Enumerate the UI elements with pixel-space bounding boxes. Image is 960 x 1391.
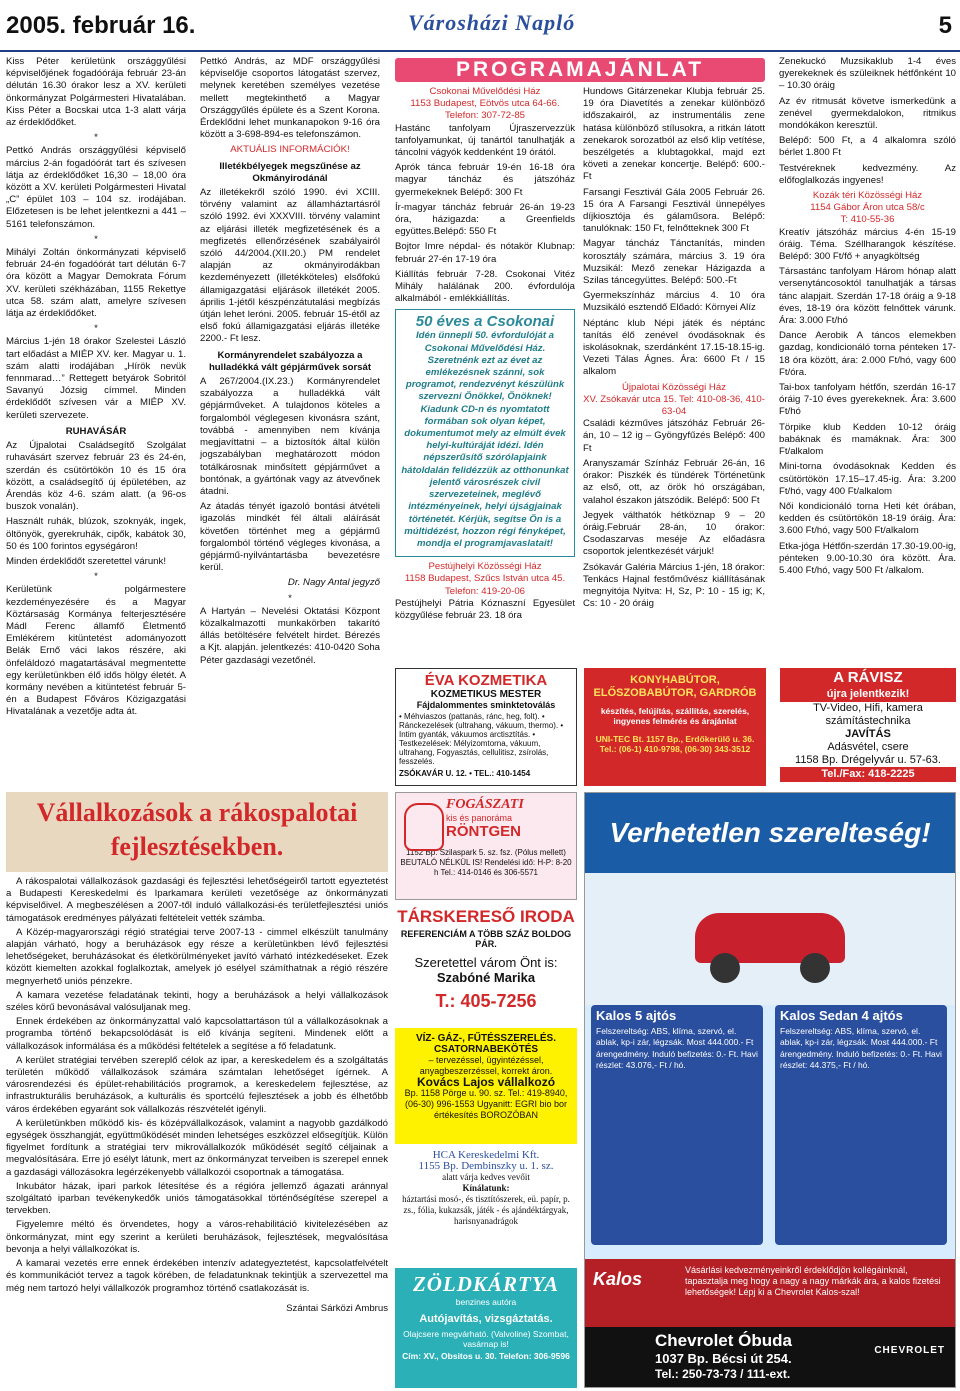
section-heading: Kormányrendelet szabályozza a hulladékká vált gépjárművek sorsát xyxy=(208,349,372,373)
paragraph: Magyar táncház Tánctanítás, minden korosztály számára, március 3. 19 óra Muzsikál: Mező zenekar Házigazda a Szilas táncegyüttes. Belépő: 500.-Ft xyxy=(583,238,765,287)
dealer-phone: Tel.: 250-73-73 / 111-ext. xyxy=(655,1367,791,1381)
zoldkartya-s3: Cím: XV., Obsitos u. 30. Telefon: 306-9596 xyxy=(402,1351,570,1361)
paragraph: Minden érdeklődőt szeretettel várunk! xyxy=(6,555,166,567)
paragraph: Pestújhelyi Pátria Kóznaszní Egyesület közgyűlése február 23. 18 óra xyxy=(395,597,575,621)
article-paragraph: A rákospalotai vállalkozások gazdasági és fejlesztési lehetőségeiről tartott egyeztetést a Budapesti Kereskedelmi és Iparkamara kerületi vezetősége az önkormányzati képviselőivel. A megbeszélésen a 2007-től induló vállalkozási-és területfejlesztési uniós támogatások eredményes pályázati feltételeit vették számba. xyxy=(6,876,388,924)
paragraph: A Hartyán – Nevelési Oktatási Központ közalkalmazotti munkakörben takarító állás betöltésére felvételt hirdet. Bérezés a Kjt. alapján. jelentkezés: 410-0420 Soha Péter gazdasági vezetőnél. xyxy=(200,605,380,666)
separator: * xyxy=(94,323,98,335)
article-headline: Vállalkozások a rákospalotai fejlesztésekben. xyxy=(6,792,388,872)
kalos-text: Vásárlási kedvezményeinkről érdeklődjön kollégáinknál, tapasztalja meg hogy a nagy a nagy márkák ára, a kalos fizetési lehetőségek! Lépj ki a Chevrolet Kalos-szal! xyxy=(685,1265,941,1297)
paragraph: Pestújhelyi Közösségi Ház xyxy=(428,561,542,573)
section-heading: RUHAVÁSÁR xyxy=(65,425,127,437)
tarskereso-phone: T.: 405-7256 xyxy=(435,991,537,1011)
eva-subtitle: KOZMETIKUS MESTER xyxy=(430,689,542,700)
masthead xyxy=(0,0,960,52)
paragraph: Az Újpalotai Családsegítő Szolgálat ruhavásárt szervez február 23 és 24-én, szerdán és csütörtökön 10 és 15 óra között, a családsegítő új épületében, az Árendás köz 4-6. szám alatt. (a 96-os buszok vonalán). xyxy=(6,440,186,513)
eva-kozmetika-ad xyxy=(395,668,577,786)
offer-kalos-sedan xyxy=(775,1005,947,1245)
eva-services: • Méhviaszos (pattanás, ránc, heg, folt). • Ránckezelések (ultrahang, vákuum, thermo). • Intim gyanták, vákuumos arctisztítás. • Testkezelések: Mélyizomtorna, vákuum, ultrahang, Fogyasztás, cellulitisz, zsírolás, fesszelés. xyxy=(399,712,564,766)
kalos-brand: Kalos xyxy=(593,1269,643,1289)
ravisz-line3: JAVÍTÁS xyxy=(845,728,891,740)
page-number: 5 xyxy=(938,12,952,39)
konyhabutor-services: készítés, felújítás, szállítás, szerelés, ingyenes felmérés és árajánlat xyxy=(600,706,750,726)
paragraph: Március 1-jén 18 órakor Szelestei László tart előadást a MIÉP XV. ker. Magyar u. 1. szám alatti irodájában „Hírök nevük fennmarad…” Rettegett betyárok Sobritól Savanyú Józsig címmel. Minden érdeklődőt szívesen vár a MIÉP XV. kerületi szervezete. xyxy=(6,336,186,421)
offer-kalos-5 xyxy=(591,1005,763,1245)
viz-gaz-ad xyxy=(395,1028,577,1144)
paragraph: Törpike klub Kedden 10-12 óráig babáknak és mamáknak. Ára: 300 Ft/alkalom xyxy=(779,421,956,458)
fogaszati-rontgen: RÖNTGEN xyxy=(446,823,521,840)
paragraph: Belépő: 500 Ft, a 4 alkalomra szóló bérlet 1.800 Ft xyxy=(779,135,956,159)
chevrolet-dealer-strip xyxy=(585,1259,955,1387)
paragraph: Kerületünk polgármestere kezdeményezésére és a Magyar Köztársaság Kormánya felterjesztésére Mádl Ferenc államfő Életmentő Emlékérem kitüntetést adományozott Belák Ernő váci lakos részére, aki önfeláldozó magatartásával megmentette egy kerületünkben élő idős hölgy életét. A kormány nevében a kitüntetést február 5-én a Budapest Főváros Közigazgatási Hivatalának a vezetője adta át. xyxy=(6,584,186,718)
fogaszati-rontgen-ad xyxy=(395,792,577,900)
paragraph: Testvéreknek kedvezmény. Az előfoglalkozás ingyenes! xyxy=(779,162,956,186)
tarskereso-subtitle: REFERENCIÁM A TÖBB SZÁZ BOLDOG PÁR. xyxy=(400,929,572,949)
separator: * xyxy=(94,233,98,245)
eva-title: ÉVA KOZMETIKA xyxy=(424,672,548,689)
offers xyxy=(591,1005,949,1253)
paragraph: Aranyszamár Színház Február 26-án, 16 órakor: Piszkék és tündérek Történetünk az első, ott, az örök hó országában, valahol északon játszódik. Belépő: 500 Ft xyxy=(583,457,765,506)
newspaper-logo: Városházi Napló xyxy=(408,10,576,35)
ravisz-line2: számítástechnika xyxy=(825,715,911,727)
paragraph: Pettkó András országgyűlési képviselő március 2-án fogadóórát tart és szívesen látja az érdeklődőket 16,30 – 18,00 óra között a XV. kerületi Polgármesteri Hivatal „C” épület 103 – 104 sz. irodájában. Előzetesen is be lehet jelentkezni a 441 – 5161 telefonszámon. xyxy=(6,145,186,230)
paragraph: Hastánc tanfolyam Újraszervezzük tanfolyamunkat, új tanártól tanulhatják a táncolni vágyók keddenként 19 órától. xyxy=(395,122,575,159)
hca-title: HCA Kereskedelmi Kft. xyxy=(432,1150,540,1161)
paragraph: A 267/2004.(IX.23.) Kormányrendelet szabályozza a hulladékká vált gépjárműveket. A tulajdonos köteles a forgalomból véglegesen kivonásra szánt, továbbá - amennyiben nem kívánja megjavíttatni – a biztosítók által külön jogszabályban meghatározott módon totálkárosnak minősített gépjárművet a bontónak, a gyártónak vagy az átvevőnek átadni. xyxy=(200,376,380,497)
zoldkartya-s1: Autójavítás, vizsgáztatás. xyxy=(419,1313,553,1325)
article-paragraph: A Közép-magyarországi régió stratégiai terve 2007-13 - cimmel elkészült tanulmány alapján várható, hogy a beruházások egy része a kerületünkben lévő fejlesztési lehetőségeket, beruházásokat és életkörülményeket javító várható intézkedéseket. Ezek között kiemelten azokkal foglalkoztak, amelyek jó esélyel számíthatnak a régió részére megnyerhető uniós pénzekre. xyxy=(6,926,388,987)
paragraph: T: 410-55-36 xyxy=(840,214,895,226)
viz-title: VÍZ- GÁZ-, FŰTÉSSZERELÉS. CSATORNABEKÖTÉS xyxy=(415,1033,556,1055)
offer-text: Felszereltség: ABS, klíma, szervó, el. ablak, kp-i zár, légzsák. Most 444.000.- Ft árengedmény. Induló befizetés: 0.- Ft. Havi részlet: 44.375,- Ft / hó. xyxy=(780,1025,942,1070)
hca-address: 1155 Bp. Dembinszky u. 1. sz. xyxy=(418,1160,554,1172)
ravisz-title: A RÁVISZ xyxy=(780,668,956,687)
paragraph: Telefon: 307-72-85 xyxy=(444,110,525,122)
article-paragraph: Inkubátor házak, ipari parkok létesítése és a régióra jellemző ágazati aránnyal szolgáltató iparban tevékenykedők uniós támogatásokkal történőségítése szerepel a tervekben. xyxy=(6,1180,388,1217)
column-5 xyxy=(779,56,956,580)
paragraph: Aprók tánca február 19-én 16-18 óra magyar táncház és játszóház gyermekeknek Belépő: 300 Ft xyxy=(395,162,575,198)
vallalkozasok-article xyxy=(6,792,388,1382)
dealer-name: Chevrolet Óbuda xyxy=(655,1331,792,1350)
dealer-info xyxy=(585,1327,955,1387)
offer-title: Kalos Sedan 4 ajtós xyxy=(780,1008,903,1023)
wheel-icon xyxy=(710,953,740,983)
paragraph: XV. Zsókavár utca 15. Tel: 410-08-36, 410-63-04 xyxy=(583,393,765,418)
paragraph: Ír-magyar táncház február 26-án 19-23 óra, házigazda: a Greenfields együttes.Belépő: 550 Ft xyxy=(395,201,575,238)
ravisz-line4: Adásvétel, csere xyxy=(827,741,909,753)
paragraph: AKTUÁLIS INFORMÁCIÓK! xyxy=(230,144,350,156)
zoldkartya-s2: Olajcsere megvárható. (Valvoline) Szombat, vasárnap is! xyxy=(403,1329,569,1349)
paragraph: Női kondicionáló torna Heti két órában, kedden és csütörtökön 18-19 óráig. Ára: 3.600 Ft/hó, vagy 500 Ft/alkalom xyxy=(779,500,956,537)
offer-title: Kalos 5 ajtós xyxy=(596,1008,677,1023)
hca-line: alatt várja kedves vevőit xyxy=(442,1172,530,1182)
paragraph: 1153 Budapest, Eötvös utca 64-66. xyxy=(410,98,560,110)
article-paragraph: Ennek érdekében az önkormányzattal való kapcsolattartáson túl a vállalkozásoknak a programba történő bekapcsolódását is elő kívánja segíteni. Mindenek előtt a vállalkozások informálása és a működési feltételek a segítése a fő feladatunk. xyxy=(6,1016,388,1052)
hca-ad xyxy=(395,1150,577,1262)
paragraph: Dance Aerobik A táncos elemekben gazdag, kondicionáló torna pénteken 17-18 óra között, ára: 2.000 Ft/hó, vagy 600 Ft/óra. xyxy=(779,330,956,378)
csokonai-title: 50 éves a Csokonai xyxy=(415,313,555,331)
paragraph: Telefon: 419-20-06 xyxy=(444,585,525,597)
zoldkartya-s0: benzines autóra xyxy=(455,1297,517,1307)
paragraph: Újpalotai Közösségi Ház xyxy=(622,381,726,393)
tarskereso-name: Szabóné Marika xyxy=(436,970,536,985)
issue-date: 2005. február 16. xyxy=(6,12,196,39)
section-heading: Illetékbélyegek megszűnése az Okmányirodánál xyxy=(219,160,361,184)
column-1 xyxy=(6,56,186,722)
paragraph: 1158 Budapest, Szűcs István utca 45. xyxy=(404,573,566,585)
article-paragraph: A kamara vezetése feladatának tekinti, hogy a beruházások a helyi vállalkozások széles körű bevonásával valósuljanak meg. xyxy=(6,989,388,1014)
eva-address: ZSÓKAVÁR U. 12. • TEL.: 410-1454 xyxy=(399,769,531,778)
paragraph: Gyermekszínház március 4. 10 óra Muzsikáló esztendő Előadó: Környei Alíz xyxy=(583,290,765,314)
paragraph: Az átadás tényét igazoló bontási átvételi igazolás mindkét fél általi aláírását követően történhet meg a gépjármű forgalomból történő végleges kivonása, a gépjármű-nyilvántartásba bevezetésre kerül. xyxy=(200,501,380,574)
ravisz-subtitle: újra jelentkezik! xyxy=(780,687,956,702)
paragraph: Kozák téri Közösségi Ház xyxy=(812,190,923,202)
article-paragraph: Figyelemre méltó és örvendetes, hogy a város-rehabilitáció kivitelezésében az önkormányzat, mint egy szerint a kerületi beruházások, fejlesztések, megvalósítása bevonja a helyi vállalkozókat is. xyxy=(6,1219,388,1255)
ravisz-line5: 1158 Bp. Drégelyvár u. 57-63. xyxy=(795,754,941,766)
ravisz-ad xyxy=(780,668,956,783)
viz-address: Bp. 1158 Pörge u. 90. sz. Tel.: 419-8940, (06-30) 996-1553 Ugyanitt: EGRI bio bor értékesítés BOROZÓBAN xyxy=(404,1088,568,1120)
zoldkartya-title: ZÖLDKÁRTYA xyxy=(412,1272,560,1296)
paragraph: Néptánc klub Népi játék és néptánc tanítás élő zenével óvodásoknak és iskolásoknak, szerdánként 17.15-18.15-ig. Vezeti Tálas Ágnes. Ára: 6600 Ft / 15 alkalom xyxy=(583,317,765,378)
paragraph: Az illetékekről szóló 1990. évi XCIII. törvény valamint az államháztartásról szóló 1992. évi XXXVIII. törvény valamint az eljárási illeték megfizetésének és a megfizetés ellenőrzésének szabályairól szóló 44/2004.(XII.20.) PM rendelet alapján az okmányirodákban kezdeményezett (illetékköteles) elsőfokú államigazgatási eljárások illetékét 2005. április 1-jétől készpénzátutalási megbízás útján lehet leróni. 2005. február 15-étől az első fokú államigazgatási eljárás illetéke 2200.- Ft lesz. xyxy=(200,187,380,345)
dealer-address: 1037 Bp. Bécsi út 254. xyxy=(655,1351,792,1366)
fogaszati-subtitle: kis és panoráma xyxy=(446,813,513,823)
konyhabutor-title: KONYHABÚTOR, ELŐSZOBABÚTOR, GARDRÓB xyxy=(593,674,757,699)
car-image xyxy=(585,873,955,1005)
viz-text: – tervezéssel, ügyintézéssel, anyagbeszerzéssel, korrekt áron. xyxy=(419,1055,553,1076)
paragraph: Családi kézműves játszóház Február 26-án, 10 – 12 ig – Gyöngyfűzés Belépő: 400 Ft xyxy=(583,418,765,454)
paragraph: Az év ritmusát követve ismerkedünk a zenével gyermekdalokon, ritmikus mondókákon keresztül. xyxy=(779,95,956,132)
separator: * xyxy=(94,571,98,583)
paragraph: Kiállítás február 7-28. Csokonai Vitéz Mihály halálának 200. évfordulója alkalmából - emlékkiállítás. xyxy=(395,268,575,305)
paragraph: Csokonai Művelődési Ház xyxy=(429,86,541,97)
tarskereso-ad xyxy=(395,903,577,1025)
separator: * xyxy=(288,592,292,604)
paragraph: Használt ruhák, blúzok, szoknyák, ingek, öltönyök, gyerekruhák, cipők, kabátok 30, 50 és 100 forintos egységáron! xyxy=(6,516,186,552)
viz-company: Kovács Lajos vállalkozó xyxy=(416,1075,556,1089)
chevrolet-logo: CHEVROLET xyxy=(874,1345,945,1356)
paragraph: Zsókavár Galéria Március 1-jén, 18 órakor: Tenkács Hajnal festőművész kiállításának megnyitója Nyitva: H, Sz, P: 10 - 15 ig; K, Cs: 10 - 20 óráig xyxy=(583,561,765,610)
ravisz-phone: Tel./Fax: 418-2225 xyxy=(780,767,956,782)
programajanlat-header: PROGRAMAJÁNLAT xyxy=(395,58,765,82)
article-paragraph: A kamarai vezetés erre ennek érdekében intenzív adategyeztetést, kapcsolatfelvételt és kommunikációt tervez a tagok körében, de feladatunknak tekintjük a szervezettel ma még nem tartozó helyi vállalkozók programhoz történő csatlakozását is. xyxy=(6,1258,388,1294)
paragraph: Mihályi Zoltán önkormányzati képviselő február 24-én fogadóórát tart délután 6-7 óra között a Magyar Demokrata Fórum XV. kerületi székházában, 1155 Rekettye utca 58. szám alatt, amelyre szívesen látja az érdeklődőket. xyxy=(6,247,186,320)
paragraph: Tai-box tanfolyam hétfőn, szerdán 16-17 óráig 7-10 éves gyerekeknek. Ára: 3.600 Ft/hó xyxy=(779,382,956,418)
paragraph: Hundows Gitárzenekar Klubja február 25. 19 óra Diavetítés a zenekar különböző időszakairól, az instrumentális zene hatása különböző stílusokra, a ritkán látott zenekarok sorozatból az első klip vetítése, beszélgetés a klubtagokkal, majd ezt követi a zenekar koncertje. Belépő: 600.-Ft xyxy=(583,86,765,183)
paragraph: Farsangi Fesztivál Gála 2005 Február 26. 15 óra A Farsangi Fesztivál ünnepélyes díjkiosztója és gálaműsora. Belépő: tanulóknak: 150 Ft, felnőtteknek 300 Ft xyxy=(583,186,765,235)
paragraph: Mini-torna óvodásoknak Kedden és csütörtökön 17.15–17.45-ig. Ára: 3.200 Ft/hó, vagy 400 Ft/alkalom xyxy=(779,461,956,497)
chevrolet-headline: Verhetetlen szerelteség! xyxy=(585,793,955,873)
paragraph: Társastánc tanfolyam Három hónap alatt versenytáncosoktól tanulhatják a társas tánc alapjait. Szerdán 17-18 óráig a 9-18 éves, 18-19 óra között felnőttek várunk. Ára: 3.000 Ft/hó xyxy=(779,266,956,327)
chevrolet-ad xyxy=(584,792,956,1388)
paragraph: Etka-jóga Hétfőn-szerdán 17.30-19.00-ig, pénteken 9.00-10.30 óra között. Ára. 5.400 Ft/hó, vagy 500 Ft /alkalom. xyxy=(779,540,956,576)
fogaszati-info: 1152 Bp. Szilaspark 5. sz. fsz. (Pólus mellett) BEUTALÓ NÉLKÜL IS! Rendelési idő: H-P: 8-20 h Tel.: 414-0146 és 306-5571 xyxy=(400,848,572,877)
tarskereso-title: TÁRSKERESŐ IRODA xyxy=(397,907,575,926)
separator: * xyxy=(94,132,98,144)
article-signature: Szántai Sárközi Ambrus xyxy=(286,1302,388,1314)
wheel-icon xyxy=(800,953,830,983)
column-2 xyxy=(200,56,380,670)
tooth-icon xyxy=(404,803,444,851)
paragraph: Jegyek válthatók hétköznap 9 – 20 óráig.Február 28-án, 10 órakor: Csodaszarvas meséje Az előadásra csoportok jelentkezését várjuk! xyxy=(583,509,765,558)
paragraph: Bojtor Imre népdal- és nótakör Klubnap: február 27-én 17-19 óra xyxy=(395,241,575,265)
konyhabutor-address: UNI-TEC Bt. 1157 Bp., Erdőkerülő u. 36. Tel.: (06-1) 410-9798, (06-30) 343-3512 xyxy=(595,734,755,754)
fogaszati-title: FOGÁSZATI xyxy=(446,797,524,812)
ravisz-line1: TV-Video, Hifi, kamera xyxy=(813,702,923,714)
article-paragraph: A kerületünkben működő kis- és középvállalkozások, valamint a nagyobb gazdálkodó egységek összhangját, együttműködését minden lehetséges eszközzel elősegítjük. Külön figyelmet fordítunk a stratégiai terv mikrovállalkozók működését segítő céljainak a megvalósítására. Erre jó esélyt látunk, mert az önkormányzat terveiben is szerepel ennek a gazdasági vállozásokra legérzékenyebb vállalkozói csoportnak a támogatása. xyxy=(6,1117,388,1178)
csokonai-anniversary-box xyxy=(395,309,575,557)
konyhabutor-ad xyxy=(584,668,766,786)
paragraph: Zenekuckó Muzsikaklub 1-4 éves gyerekeknek és szüleiknek hétfőnként 10 – 10.30 óráig xyxy=(779,56,956,92)
tarskereso-line: Szeretettel várom Önt is: xyxy=(414,955,558,970)
column-4 xyxy=(583,86,765,613)
paragraph: Pettkó András, az MDF országgyűlési képviselője csoportos látogatást szervez, melynek keretében személyes vezetése mellett megtekinthető a Magyar Országgyűlés épülete és a Szent Korona. Érdeklődni lehet munkanapokon 9-16 óra között a 3-698-894-es telefonszámon. xyxy=(200,56,380,141)
paragraph: Kiss Péter kerületünk országgyűlési képviselőjének fogadóórája február 23-án délután 16.30 órakor lesz a XV. kerületi önkormányzat Polgármesteri Hivatalában. Kiss Péter a Bocskai utca 1-3 alatt várja az érdeklődőket. xyxy=(6,56,186,129)
paragraph: Dr. Nagy Antal jegyző xyxy=(287,577,380,589)
paragraph: 1154 Gábor Áron utca 58/c xyxy=(810,202,925,214)
hca-kinalat: Kínálatunk: xyxy=(462,1183,510,1193)
hca-items: háztartási mosó-, és tisztítószerek, eü. papír, p. zs., fólia, kukazsák, játék - és ajándéktárgyak, harisnyanadrágok xyxy=(402,1194,570,1226)
offer-text: Felszereltség: ABS, klíma, szervó, el. ablak, kp-i zár, légzsák. Most 444.000.- Ft árengedmény. Induló befizetés: 0.- Ft. Havi részlet: 43.076,- Ft / hó. xyxy=(596,1025,758,1070)
csokonai-text: Idén ünnepli 50. évfordulóját a Csokonai Művelődési Ház. Szeretnénk ezt az évet az emlékezésnek szánni, sok programot, rendezvényt készülünk szervezni Önökkel, Önöknek! Kiadunk CD-n és nyomtatott formában sok olyan képet, dokumentumot mely az elmúlt évek helyi-kultúráját idézi. Idén népszerűsítő szórólapjaink hátoldalán felidézzük az otthonunkat jelentő városrészek civil szervezeteinek, meglévő intézményeinek, helyi újságjainak történetét. Kérjük, segítse Ön is a múltidézést, hozzon régi fényképet, mondja el programjavaslatait! xyxy=(401,330,569,549)
column-3 xyxy=(395,86,575,625)
paragraph: Kreatív játszóház március 4-én 15-19 óráig. Téma. Széllharangok készítése. Belépő: 300 Ft/fő + anyagköltség xyxy=(779,226,956,263)
zoldkartya-ad xyxy=(395,1268,577,1388)
article-paragraph: A kerület stratégiai tervében szereplő célok az ipar, a kereskedelem és a szolgáltatás területén működő vállalkozások számára számtalan lehetőséget ígérnek. A városrendezési és épület-rehabilitációs programok, a kereskedelem fejlesztése, az infrastrukturális beruházások, a kulturális és sportcélú fejlesztések a jobb és élhetőbb város érdekében egyaránt sok vállalkozás részvételét igényli. xyxy=(6,1054,388,1115)
eva-line: Fájdalommentes sminktetoválás xyxy=(416,700,556,710)
